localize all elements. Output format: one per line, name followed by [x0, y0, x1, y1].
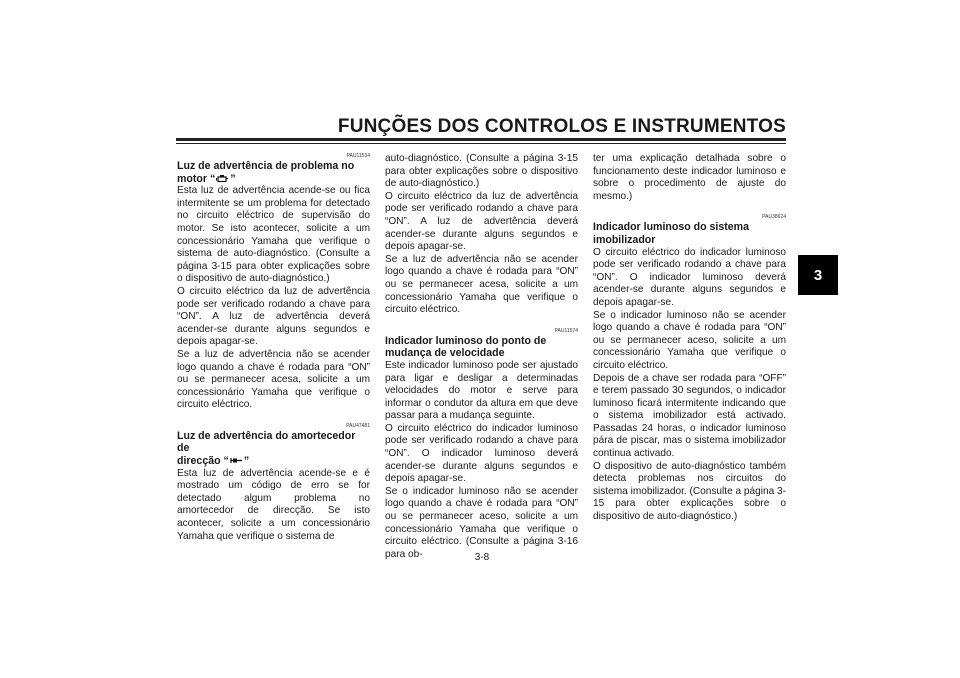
section-heading-engine-warning: Luz de advertência de problema no motor “ ”	[177, 160, 355, 185]
paragraph: Se o indicador luminoso não se acender logo quando a chave é rodada para “ON” ou se permanecer aceso, solicite a um concessionário Yamaha que verifique o circuito eléctrico.	[593, 309, 786, 371]
paragraph: Depois de a chave ser rodada para “OFF” e terem passado 30 segundos, o indicador luminoso ficará intermitente indicando que o sistema imobilizador está activado. Passadas 24 horas, o indicador luminoso pára de piscar, mas o sistema imobilizador continua activado.	[593, 372, 786, 460]
paragraph: O circuito eléctrico da luz de advertência pode ser verificado rodando a chave para “ON”. A luz de advertência deverá acender-se durante alguns segundos e depois apagar-se.	[385, 190, 578, 253]
paragraph: Esta luz de advertência acende-se ou fica intermitente se um problema for detectado no circuito eléctrico de supervisão do motor. Se isto acontecer, solicite a um concessionário Yamaha que verifique o sistema de auto-diagnóstico. (Consulte a página 3-15 para obter explicações sobre o dispositivo de auto-diagnóstico.)	[177, 185, 370, 285]
paragraph: auto-diagnóstico. (Consulte a página 3-15 para obter explicações sobre o dispositivo de auto-diagnóstico.)	[385, 153, 578, 190]
paragraph: Se a luz de advertência não se acender logo quando a chave é rodada para “ON” ou se permanecer acesa, solicite a um concessionário Yamaha que verifique o circuito eléctrico.	[385, 253, 578, 316]
paragraph: O dispositivo de auto-diagnóstico também detecta problemas nos circuitos do sistema imobilizador. (Consulte a página 3-15 para obter explicações sobre o dispositivo de auto-diagnóstico.)	[593, 460, 786, 523]
section-heading-shift-light: Indicador luminoso do ponto de mudança de velocidade	[385, 334, 547, 360]
section-code: PAU11574	[554, 327, 578, 334]
text-column-2	[385, 153, 578, 561]
paragraph: O circuito eléctrico do indicador luminoso pode ser verificado rodando a chave para “ON”. O indicador luminoso deverá acender-se durante alguns segundos e depois apagar-se.	[385, 422, 578, 485]
paragraph: Este indicador luminoso pode ser ajustado para ligar e desligar a determinadas velocidades do motor e serve para informar o condutor da altura em que deve passar para a mudança seguinte.	[385, 359, 578, 422]
engine-warning-icon	[216, 174, 229, 183]
paragraph: O circuito eléctrico do indicador luminoso pode ser verificado rodando a chave para “ON”. O indicador luminoso deverá acender-se durante alguns segundos e depois apagar-se.	[593, 246, 786, 308]
paragraph: Esta luz de advertência acende-se e é mostrado um código de erro se for detectado algum problema no amortecedor de direcção. Se isto acontecer, solicite a um concessionário Yamaha que verifique o sistema de	[177, 467, 370, 542]
paragraph: O circuito eléctrico da luz de advertência pode ser verificado rodando a chave para “ON”. A luz de advertência deverá acender-se durante alguns segundos e depois apagar-se.	[177, 285, 370, 348]
section-heading-steering-damper: Luz de advertência do amortecedor de direcção “ ”	[177, 429, 356, 468]
header-rule-thin	[176, 143, 786, 144]
section-code: PAU11534	[346, 153, 370, 159]
paragraph: Se o indicador luminoso não se acender logo quando a chave é rodada para “ON” ou se permanecer aceso, solicite a um concessionário Yamaha que verifique o circuito eléctrico. (Consulte a página 3-16 para ob-	[385, 485, 578, 560]
chapter-tab: 3	[798, 255, 838, 295]
page-header-title: FUNÇÕES DOS CONTROLOS E INSTRUMENTOS	[337, 116, 786, 137]
paragraph: ter uma explicação detalhada sobre o funcionamento deste indicador luminoso e sobre o procedimento de ajuste do mesmo.)	[593, 153, 786, 202]
header-rule-thick	[176, 138, 786, 141]
text-column-1	[177, 153, 370, 543]
text-column-3	[593, 153, 786, 524]
section-code: PAU38624	[762, 214, 786, 221]
section-heading-immobilizer: Indicador luminoso do sistema imobilizador	[593, 221, 749, 246]
paragraph: Se a luz de advertência não se acender logo quando a chave é rodada para “ON” ou se permanecer acesa, solicite a um concessionário Yamaha que verifique o circuito eléctrico.	[177, 348, 370, 411]
page-number: 3-8	[474, 552, 490, 563]
section-code: PAU47481	[346, 422, 370, 429]
steering-damper-icon	[230, 456, 243, 465]
